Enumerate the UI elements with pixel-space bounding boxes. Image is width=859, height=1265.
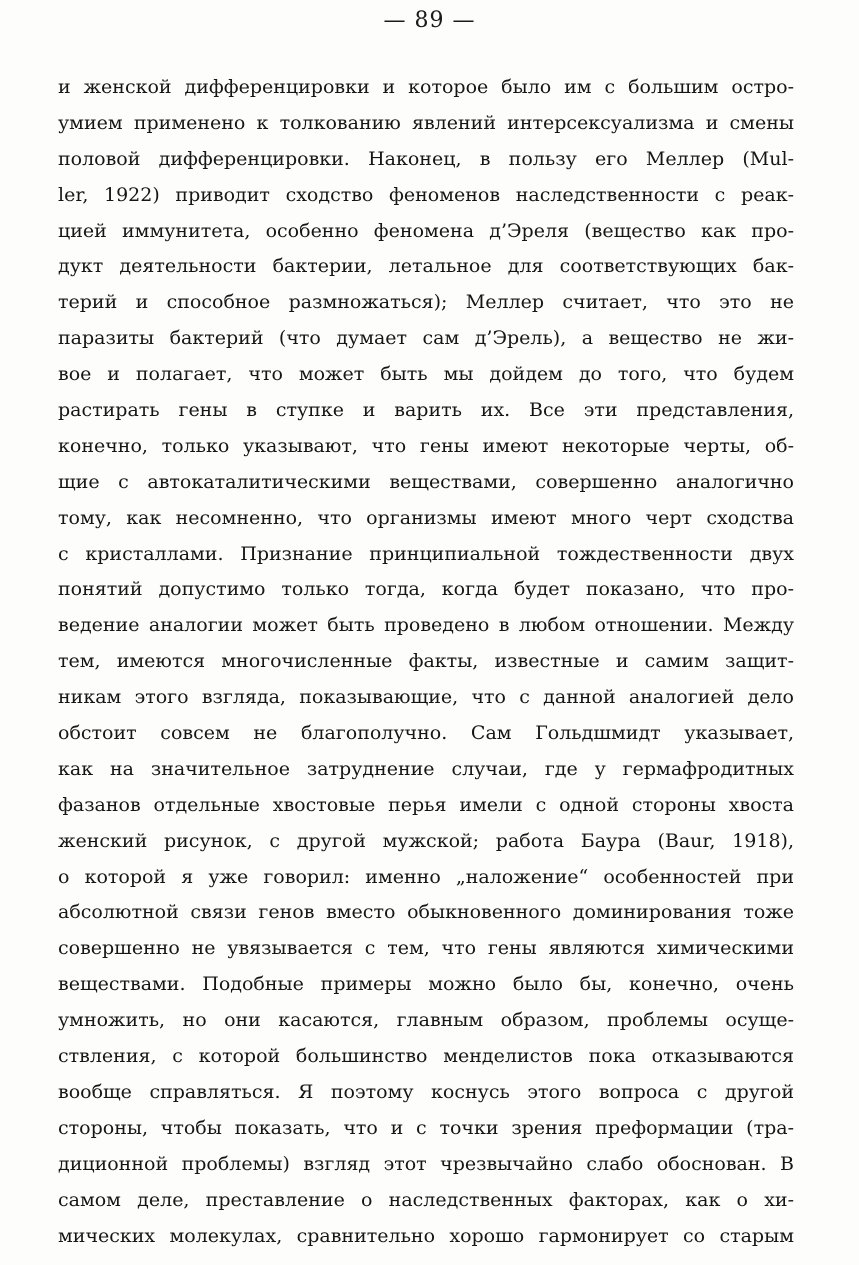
text-line: абсолютной связи генов вместо обыкновенного доминирования тоже [58, 901, 794, 924]
text-line: мических молекулах, сравнительно хорошо гармонирует со старым [58, 1224, 794, 1247]
text-line: как на значительное затруднение случаи, где у гермафродитных [58, 757, 794, 780]
text-line: дукт деятельности бактерии, летальное для соответствующих бак- [58, 255, 794, 278]
text-line: умножить, но они касаются, главным образом, проблемы осуще- [58, 1009, 794, 1032]
text-line: и женской дифференцировки и которое было им с большим остро- [58, 76, 794, 98]
text-line: стороны, чтобы показать, что и с точки зрения преформации (тра- [58, 1116, 794, 1139]
text-line: о которой я уже говорил: именно „наложение“ особенностей при [58, 865, 794, 888]
text-line: половой дифференцировки. Наконец, в пользу его Меллер (Mul- [58, 147, 794, 170]
text-line: самом деле, преставление о наследственных факторах, как о хи- [58, 1188, 794, 1211]
text-line: растирать гены в ступке и варить их. Все эти представления, [58, 399, 794, 422]
text-line: щие с автокаталитическими веществами, совершенно аналогично [58, 470, 794, 493]
text-line: ler, 1922) приводит сходство феноменов наследственности с реак- [58, 183, 794, 206]
text-line: вообще справляться. Я поэтому коснусь этого вопроса с другой [58, 1080, 794, 1103]
body-text [58, 70, 798, 1254]
text-line: совершенно не увязывается с тем, что гены являются химическими [58, 937, 794, 960]
page-number: — 89 — [383, 8, 476, 33]
text-line: конечно, только указывают, что гены имеют некоторые черты, об- [58, 434, 794, 457]
text-line: паразиты бактерий (что думает сам д’Эрель), а вещество не жи- [58, 327, 794, 350]
text-line: диционной проблемы) взгляд этот чрезвычайно слабо обоснован. В [58, 1152, 794, 1175]
text-line: понятий допустимо только тогда, когда будет показано, что про- [58, 578, 794, 601]
text-line: цией иммунитета, особенно феномена д’Эреля (вещество как про- [58, 219, 794, 242]
text-line: с кристаллами. Признание принципиальной тождественности двух [58, 542, 794, 565]
text-line: ствления, с которой большинство менделистов пока отказываются [58, 1045, 794, 1068]
text-line: тому, как несомненно, что организмы имеют много черт сходства [58, 506, 794, 529]
text-line: терий и способное размножаться); Меллер считает, что это не [58, 291, 794, 314]
text-line: веществами. Подобные примеры можно было бы, конечно, очень [58, 973, 794, 996]
text-line: никам этого взгляда, показывающие, что с данной аналогией дело [58, 686, 794, 709]
text-line: ведение аналогии может быть проведено в любом отношении. Между [58, 614, 794, 637]
text-line: фазанов отдельные хвостовые перья имели с одной стороны хвоста [58, 793, 794, 816]
text-line: женский рисунок, с другой мужской; работа Баура (Baur, 1918), [58, 829, 794, 852]
text-line: вое и полагает, что может быть мы дойдем до того, что будем [58, 363, 794, 386]
text-line: тем, имеются многочисленные факты, известные и самим защит- [58, 650, 794, 673]
text-line: обстоит совсем не благополучно. Сам Гольдшмидт указывает, [58, 722, 794, 745]
text-line: умием применено к толкованию явлений интерсексуализма и смены [58, 111, 794, 134]
